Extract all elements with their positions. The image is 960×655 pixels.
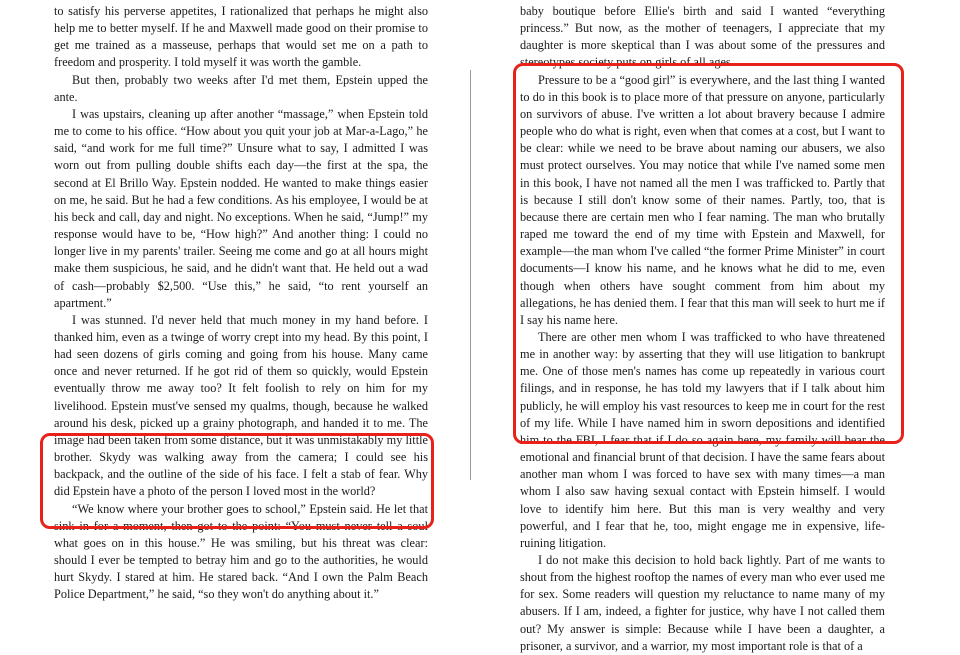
paragraph: to satisfy his perverse appetites, I rationalized that perhaps he might also help me to better myself. If he and Maxwell made good on their promise to get me trained as a masseuse, perhaps that would set me on a path to freedom and prosperity. I told myself it was worth the gamble. <box>54 4 428 70</box>
paragraph-highlighted: There are other men whom I was trafficked to who have threatened me in another way: by asserting that they will use litigation to bankrupt me. One of those men's names has come up repeatedly in various court filings, and in response, he has told my lawyers that if I talk about him publicly, he will employ his vast resources to keep me in court for the rest of my life. While I have named him in sworn depositions and identified him to the FBI, I fear that if I do so again here, my family will bear the emotional and financial brunt of that decision. I have the same fears about another man whom I was forced to have sex with many times—a man whom I also saw having sexual contact with Epstein himself. I would love to identify him here. But this man is very wealthy and very powerful, and I fear that he, too, might engage me in expensive, life-ruining litigation. <box>520 329 885 550</box>
page-divider <box>470 70 471 480</box>
paragraph: I was stunned. I'd never held that much money in my hand before. I thanked him, even as a twinge of worry crept into my head. By this point, I had seen dozens of girls coming and going from his house. Many came once and never returned. If he got rid of them so quickly, would Epstein eventually throw me away too? It felt foolish to rely on him for my livelihood. Epstein must've sensed my qualms, though, because he walked around his desk, picked up a grainy photograph, and handed it to me. The image had been taken from some distance, but it was unmistakably my little brother. Skydy was walking away from the camera; I could see his backpack, and the outline of the side of his face. I felt a stab of fear. Why did Epstein have a photo of the person I loved most in the world? <box>54 312 428 499</box>
paragraph: I was upstairs, cleaning up after another “massage,” when Epstein told me to come to his office. “How about you quit your job at Mar-a-Lago,” he said, “and work for me full time?” Unsure what to say, I admitted I was worn out from pulling double shifts each day—the first at the spa, the second at El Brillo Way. Epstein nodded. He wanted to make things easier on me, he said. But he had a few conditions. As his employee, I would be at his beck and call, day and night. No exceptions. When he said, “Jump!” my response would have to be, “How high?” And another thing: I could no longer live in my parents' trailer. Seeing me come and go at all hours might make them suspicious, he said, and he didn't want that. He held out a wad of cash—probably $2,500. “Use this,” he said, “to rent yourself an apartment.” <box>54 106 428 310</box>
paragraph: But then, probably two weeks after I'd met them, Epstein upped the ante. <box>54 72 428 104</box>
paragraph: baby boutique before Ellie's birth and said I wanted “everything princess.” But now, as the mother of teenagers, I appreciate that my daughter is more skeptical than I was about some of the pressures and stereotypes society puts on girls of all ages. <box>520 4 885 70</box>
highlight-box-right <box>513 63 904 444</box>
highlight-box-left <box>40 433 434 529</box>
paragraph-highlighted: “We know where your brother goes to school,” Epstein said. He let that sink in for a moment, then got to the point: “You must never tell a soul what goes on in this house.” He was smiling, but his threat was clear: should I ever be tempted to betray him and go to the authorities, he would hurt Skydy. I stared at him. He stared back. “And I own the Palm Beach Police Department,” he said, “so they won't do anything about it.” <box>54 501 428 602</box>
paragraph: I do not make this decision to hold back lightly. Part of me wants to shout from the highest rooftop the names of every man who ever used me for sex. Some readers will question my reluctance to name many of my abusers. If I am, indeed, a fighter for justice, why have I not called them out? My answer is simple: Because while I have been a daughter, a prisoner, a survivor, and a warrior, my most important role is that of a <box>520 553 885 653</box>
right-page <box>481 0 960 653</box>
paragraph-highlighted: Pressure to be a “good girl” is everywhere, and the last thing I wanted to do in this book is to place more of that pressure on anyone, particularly on survivors of abuse. I've written a lot about bravery because I admire people who do what is right, even when that comes at a cost, but I want to be clear: while we need to be brave about naming our abusers, we also must protect ourselves. You may notice that while I've named some men in this book, I have not named all the men I was trafficked to. Partly that is because I still don't know some of their names. Partly, too, that is because there are certain men who I fear naming. The man who brutally raped me toward the end of my time with Epstein and Maxwell, for example—the man whom I've called “the former Prime Minister” in court documents—I know his name, and he knows what he did to me, even though when others have sought comment from him about my allegations, he has denied them. I fear that this man will seek to hurt me if I say his name here. <box>520 72 885 327</box>
left-page <box>0 0 470 602</box>
